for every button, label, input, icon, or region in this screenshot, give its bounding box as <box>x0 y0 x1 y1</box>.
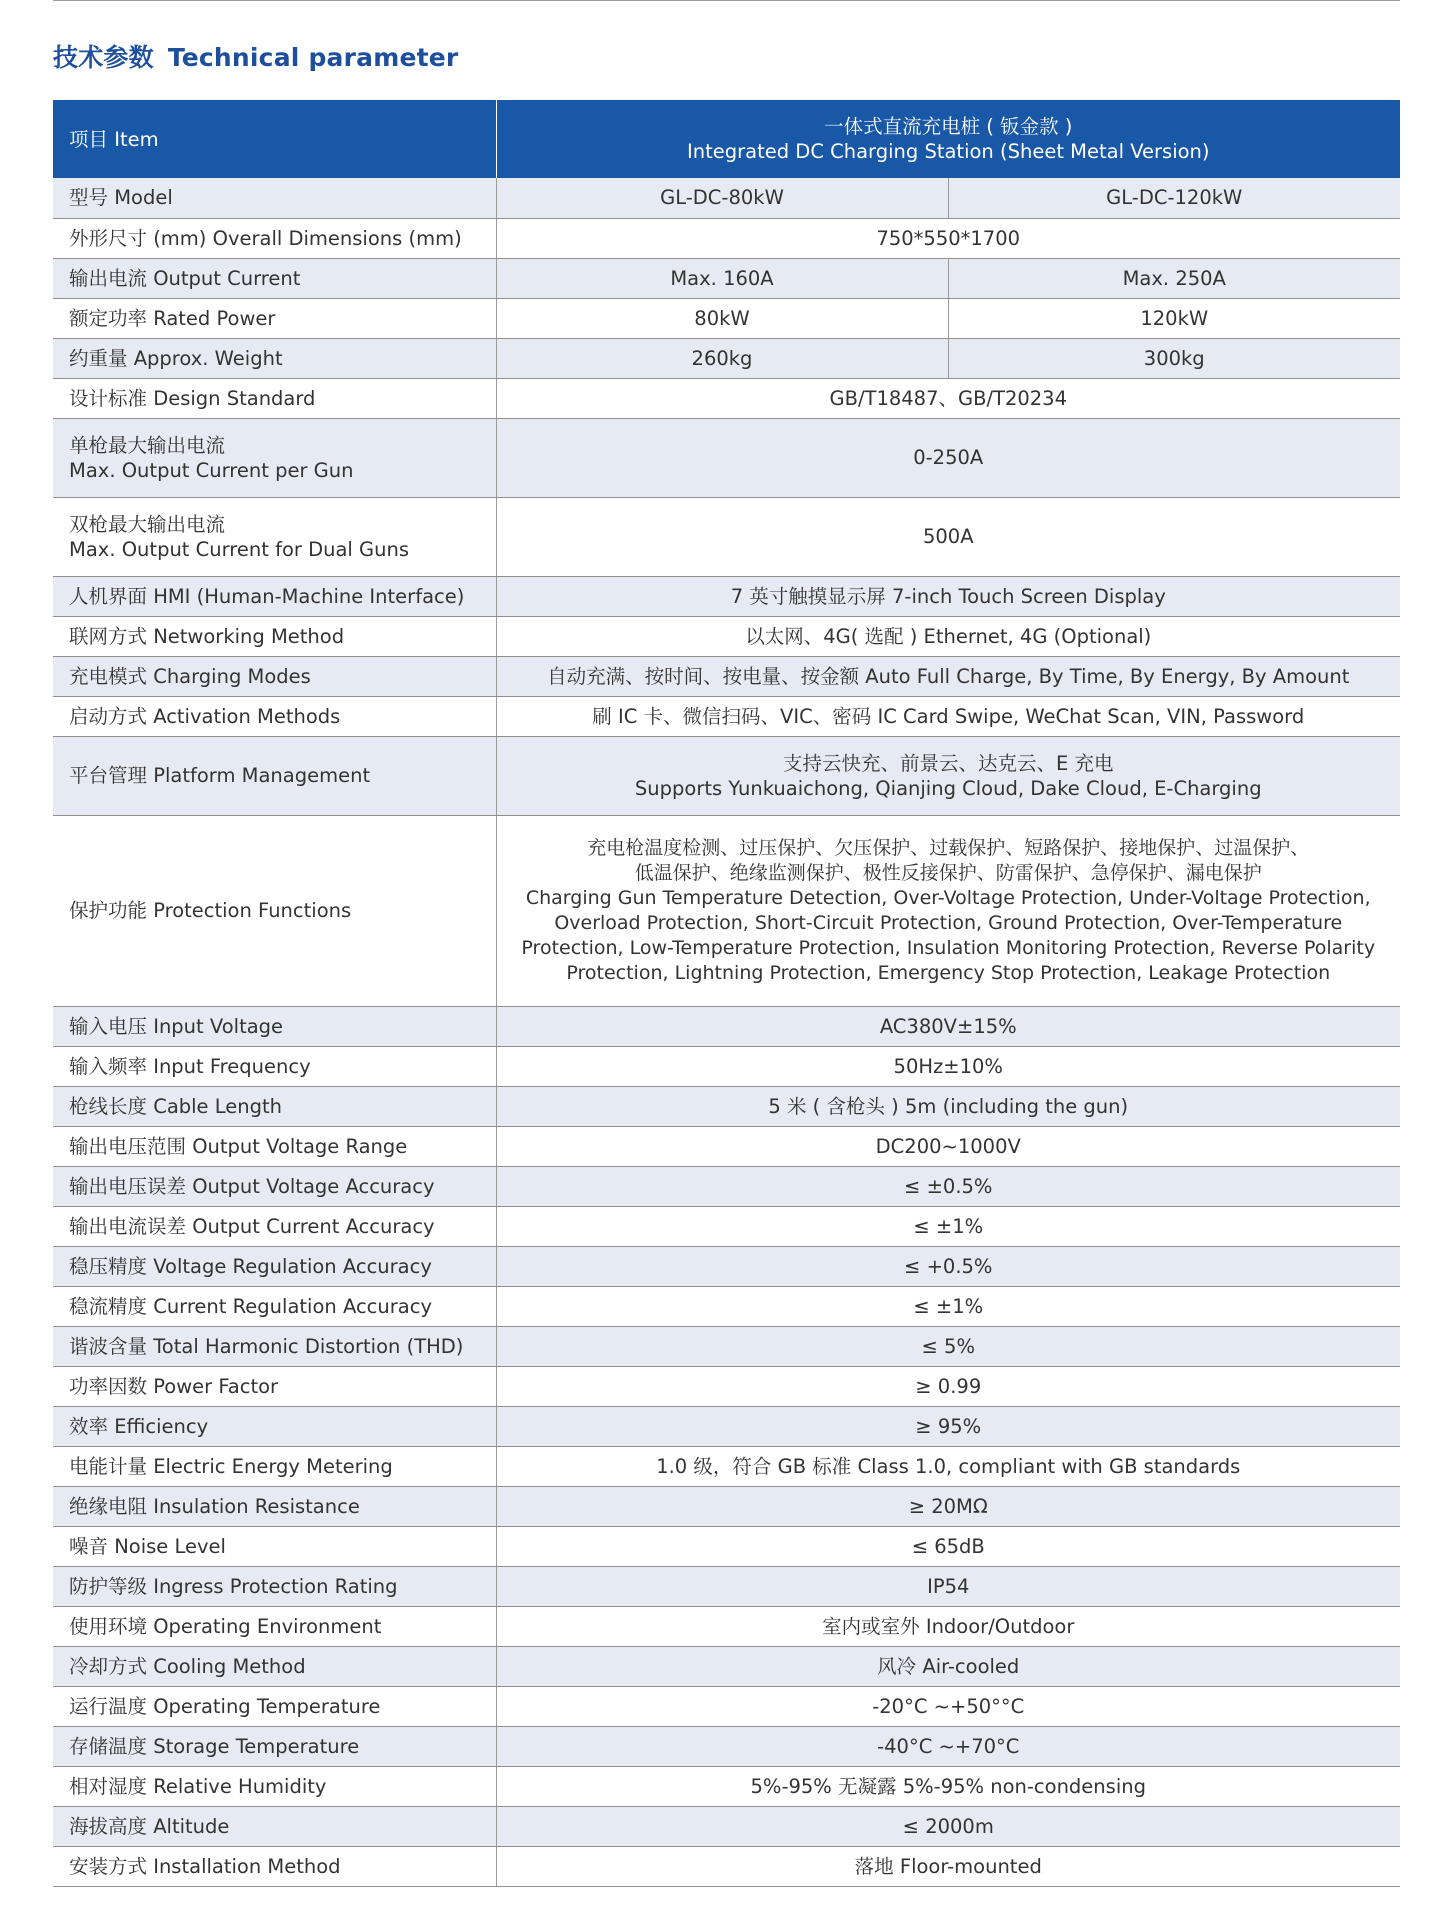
row-label: 保护功能 Protection Functions <box>53 815 496 1006</box>
table-row <box>53 1486 1400 1526</box>
row-label: 稳流精度 Current Regulation Accuracy <box>53 1286 496 1326</box>
table-row <box>53 1806 1400 1846</box>
row-label: 输出电压误差 Output Voltage Accuracy <box>53 1166 496 1206</box>
row-value-80kw: 80kW <box>496 298 948 338</box>
table-row <box>53 1846 1400 1886</box>
row-value: ≤ 65dB <box>496 1526 1400 1566</box>
row-label: 相对湿度 Relative Humidity <box>53 1766 496 1806</box>
row-label: 运行温度 Operating Temperature <box>53 1686 496 1726</box>
top-divider <box>53 0 1400 1</box>
row-label: 启动方式 Activation Methods <box>53 696 496 736</box>
row-label: 输出电流 Output Current <box>53 258 496 298</box>
row-label-en: Max. Output Current for Dual Guns <box>69 537 410 561</box>
table-row <box>53 1606 1400 1646</box>
protection-line: Charging Gun Temperature Detection, Over-Voltage Protection, Under-Voltage Protection, <box>525 886 1371 909</box>
section-title-en: Technical parameter <box>167 43 459 72</box>
table-row <box>53 418 1400 497</box>
table-row <box>53 338 1400 378</box>
table-row <box>53 218 1400 258</box>
row-value: 5 米 ( 含枪头 ) 5m (including the gun) <box>496 1086 1400 1126</box>
table-row <box>53 1366 1400 1406</box>
row-value-en: Supports Yunkuaichong, Qianjing Cloud, Dake Cloud, E-Charging <box>634 776 1262 800</box>
row-label: 平台管理 Platform Management <box>53 736 496 815</box>
row-value: ≤ 2000m <box>496 1806 1400 1846</box>
table-row <box>53 656 1400 696</box>
protection-line: Overload Protection, Short-Circuit Protection, Ground Protection, Over-Temperature <box>554 911 1343 934</box>
table-row <box>53 1206 1400 1246</box>
row-label: 绝缘电阻 Insulation Resistance <box>53 1486 496 1526</box>
row-value: 7 英寸触摸显示屏 7-inch Touch Screen Display <box>496 576 1400 616</box>
row-value: AC380V±15% <box>496 1006 1400 1046</box>
table-row <box>53 1046 1400 1086</box>
row-label: 稳压精度 Voltage Regulation Accuracy <box>53 1246 496 1286</box>
row-label: 存储温度 Storage Temperature <box>53 1726 496 1766</box>
protection-line: 低温保护、绝缘监测保护、极性反接保护、防雷保护、急停保护、漏电保护 <box>634 861 1262 884</box>
row-label: 外形尺寸 (mm) Overall Dimensions (mm) <box>53 218 496 258</box>
row-value: ≤ ±1% <box>496 1286 1400 1326</box>
table-row <box>53 378 1400 418</box>
protection-line: Protection, Lightning Protection, Emergency Stop Protection, Leakage Protection <box>566 961 1331 984</box>
row-value: -20°C ~+50°°C <box>496 1686 1400 1726</box>
row-label: 额定功率 Rated Power <box>53 298 496 338</box>
row-value <box>496 736 1400 815</box>
table-row <box>53 1766 1400 1806</box>
row-value: -40°C ~+70°C <box>496 1726 1400 1766</box>
header-product <box>496 100 1400 178</box>
row-label: 使用环境 Operating Environment <box>53 1606 496 1646</box>
row-label: 输出电流误差 Output Current Accuracy <box>53 1206 496 1246</box>
row-value: 自动充满、按时间、按电量、按金额 Auto Full Charge, By Time, By Energy, By Amount <box>496 656 1400 696</box>
row-label: 噪音 Noise Level <box>53 1526 496 1566</box>
row-label: 枪线长度 Cable Length <box>53 1086 496 1126</box>
row-label: 输出电压范围 Output Voltage Range <box>53 1126 496 1166</box>
row-label: 约重量 Approx. Weight <box>53 338 496 378</box>
row-value: ≥ 0.99 <box>496 1366 1400 1406</box>
row-label: 防护等级 Ingress Protection Rating <box>53 1566 496 1606</box>
header-product-cn: 一体式直流充电桩 ( 钣金款 ) <box>824 115 1073 138</box>
row-label: 海拔高度 Altitude <box>53 1806 496 1846</box>
table-row <box>53 1286 1400 1326</box>
row-value: ≥ 95% <box>496 1406 1400 1446</box>
row-value-120kw: 120kW <box>948 298 1400 338</box>
row-value-120kw: Max. 250A <box>948 258 1400 298</box>
table-row <box>53 1406 1400 1446</box>
row-label: 充电模式 Charging Modes <box>53 656 496 696</box>
row-value: 50Hz±10% <box>496 1046 1400 1086</box>
row-value-80kw: GL-DC-80kW <box>496 178 948 218</box>
table-row <box>53 1446 1400 1486</box>
row-label-en: Max. Output Current per Gun <box>69 458 354 482</box>
table-row <box>53 1526 1400 1566</box>
row-label: 冷却方式 Cooling Method <box>53 1646 496 1686</box>
table-header-row <box>53 100 1400 178</box>
section-title-cn: 技术参数 <box>53 43 154 72</box>
spec-table <box>53 100 1400 1887</box>
section-title <box>53 38 458 74</box>
header-item: 项目 Item <box>53 100 496 178</box>
table-row <box>53 1126 1400 1166</box>
table-row <box>53 616 1400 656</box>
row-value: ≤ 5% <box>496 1326 1400 1366</box>
table-row <box>53 1726 1400 1766</box>
row-label: 设计标准 Design Standard <box>53 378 496 418</box>
row-value: IP54 <box>496 1566 1400 1606</box>
table-row <box>53 497 1400 576</box>
table-row <box>53 1166 1400 1206</box>
header-product-en: Integrated DC Charging Station (Sheet Metal Version) <box>686 140 1210 163</box>
row-value: 0-250A <box>496 418 1400 497</box>
spec-table-body <box>53 178 1400 1886</box>
row-value: ≤ ±1% <box>496 1206 1400 1246</box>
row-value-120kw: 300kg <box>948 338 1400 378</box>
row-label-cn: 单枪最大输出电流 <box>69 433 226 457</box>
table-row <box>53 1646 1400 1686</box>
row-value: GB/T18487、GB/T20234 <box>496 378 1400 418</box>
row-value-cn: 支持云快充、前景云、达克云、E 充电 <box>782 751 1114 775</box>
row-value: 以太网、4G( 选配 ) Ethernet, 4G (Optional) <box>496 616 1400 656</box>
table-row <box>53 576 1400 616</box>
row-label <box>53 418 496 497</box>
row-label: 安装方式 Installation Method <box>53 1846 496 1886</box>
row-label: 型号 Model <box>53 178 496 218</box>
table-row <box>53 298 1400 338</box>
table-row <box>53 736 1400 815</box>
table-row <box>53 1686 1400 1726</box>
protection-line: Protection, Low-Temperature Protection, Insulation Monitoring Protection, Reverse Polarity <box>521 936 1376 959</box>
row-value: 500A <box>496 497 1400 576</box>
table-row <box>53 178 1400 218</box>
table-row <box>53 1006 1400 1046</box>
row-value: 750*550*1700 <box>496 218 1400 258</box>
row-value: ≤ +0.5% <box>496 1246 1400 1286</box>
row-label-cn: 双枪最大输出电流 <box>69 512 226 536</box>
protection-line: 充电枪温度检测、过压保护、欠压保护、过载保护、短路保护、接地保护、过温保护、 <box>587 836 1310 859</box>
row-label: 输入电压 Input Voltage <box>53 1006 496 1046</box>
row-label: 谐波含量 Total Harmonic Distortion (THD) <box>53 1326 496 1366</box>
row-value: 1.0 级，符合 GB 标准 Class 1.0, compliant with GB standards <box>496 1446 1400 1486</box>
table-row <box>53 696 1400 736</box>
row-value: 5%-95% 无凝露 5%-95% non-condensing <box>496 1766 1400 1806</box>
table-row <box>53 1326 1400 1366</box>
row-value <box>496 815 1400 1006</box>
row-label: 效率 Efficiency <box>53 1406 496 1446</box>
row-value: ≥ 20MΩ <box>496 1486 1400 1526</box>
row-value: ≤ ±0.5% <box>496 1166 1400 1206</box>
row-label <box>53 497 496 576</box>
table-row <box>53 1246 1400 1286</box>
table-row <box>53 815 1400 1006</box>
row-value-80kw: 260kg <box>496 338 948 378</box>
row-label: 人机界面 HMI (Human-Machine Interface) <box>53 576 496 616</box>
row-value-120kw: GL-DC-120kW <box>948 178 1400 218</box>
row-label: 输入频率 Input Frequency <box>53 1046 496 1086</box>
row-label: 功率因数 Power Factor <box>53 1366 496 1406</box>
row-value: 室内或室外 Indoor/Outdoor <box>496 1606 1400 1646</box>
row-value: DC200~1000V <box>496 1126 1400 1166</box>
row-label: 电能计量 Electric Energy Metering <box>53 1446 496 1486</box>
row-label: 联网方式 Networking Method <box>53 616 496 656</box>
row-value: 刷 IC 卡、微信扫码、VIC、密码 IC Card Swipe, WeChat Scan, VIN, Password <box>496 696 1400 736</box>
table-row <box>53 258 1400 298</box>
row-value: 落地 Floor-mounted <box>496 1846 1400 1886</box>
table-row <box>53 1086 1400 1126</box>
row-value: 风冷 Air-cooled <box>496 1646 1400 1686</box>
row-value-80kw: Max. 160A <box>496 258 948 298</box>
table-row <box>53 1566 1400 1606</box>
